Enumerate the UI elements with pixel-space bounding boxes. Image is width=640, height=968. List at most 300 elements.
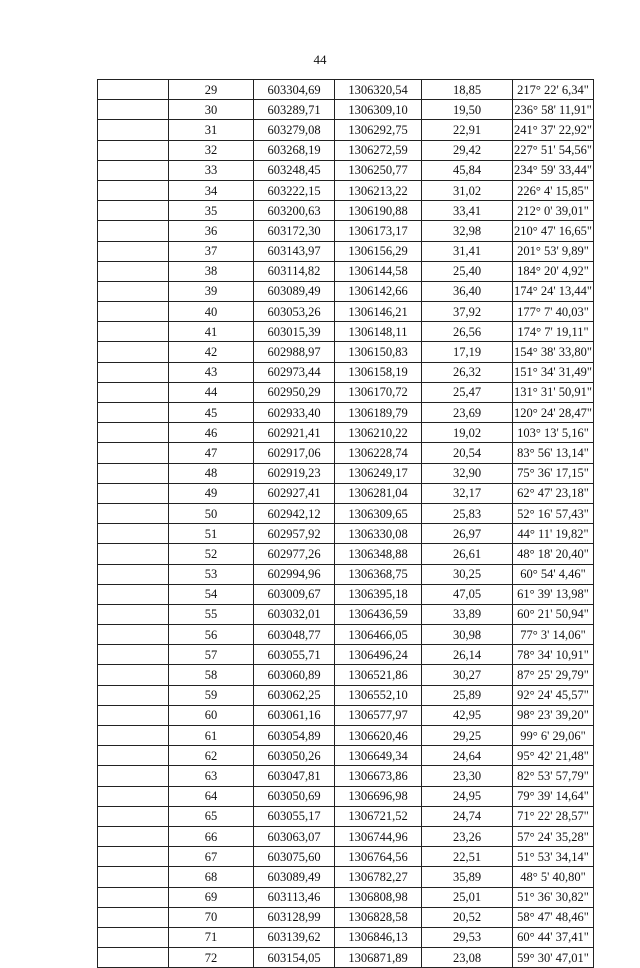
table-row — [98, 100, 594, 120]
point-number: 36 — [169, 221, 254, 241]
table-row — [98, 604, 594, 624]
point-number: 68 — [169, 867, 254, 887]
x-coordinate: 603063,07 — [254, 826, 335, 846]
point-number: 56 — [169, 625, 254, 645]
blank-cell — [98, 140, 169, 160]
x-coordinate: 603050,26 — [254, 746, 335, 766]
blank-cell — [98, 120, 169, 140]
point-number: 58 — [169, 665, 254, 685]
distance: 36,40 — [422, 281, 513, 301]
blank-cell — [98, 847, 169, 867]
x-coordinate: 603279,08 — [254, 120, 335, 140]
y-coordinate: 1306496,24 — [335, 645, 422, 665]
point-number: 30 — [169, 100, 254, 120]
y-coordinate: 1306190,88 — [335, 201, 422, 221]
distance: 20,52 — [422, 907, 513, 927]
point-number: 61 — [169, 726, 254, 746]
x-coordinate: 602927,41 — [254, 483, 335, 503]
distance: 45,84 — [422, 160, 513, 180]
distance: 29,42 — [422, 140, 513, 160]
bearing: 226° 4' 15,85" — [513, 180, 594, 200]
x-coordinate: 603055,71 — [254, 645, 335, 665]
blank-cell — [98, 806, 169, 826]
bearing: 52° 16' 57,43" — [513, 503, 594, 523]
coordinates-table — [97, 79, 594, 968]
bearing: 44° 11' 19,82" — [513, 524, 594, 544]
distance: 31,41 — [422, 241, 513, 261]
y-coordinate: 1306189,79 — [335, 403, 422, 423]
x-coordinate: 603154,05 — [254, 948, 335, 968]
blank-cell — [98, 645, 169, 665]
y-coordinate: 1306210,22 — [335, 423, 422, 443]
point-number: 67 — [169, 847, 254, 867]
blank-cell — [98, 503, 169, 523]
y-coordinate: 1306320,54 — [335, 80, 422, 100]
point-number: 48 — [169, 463, 254, 483]
blank-cell — [98, 423, 169, 443]
y-coordinate: 1306521,86 — [335, 665, 422, 685]
point-number: 32 — [169, 140, 254, 160]
table-row — [98, 201, 594, 221]
bearing: 120° 24' 28,47" — [513, 403, 594, 423]
table-row — [98, 705, 594, 725]
point-number: 40 — [169, 302, 254, 322]
distance: 23,08 — [422, 948, 513, 968]
table-row — [98, 443, 594, 463]
x-coordinate: 603172,30 — [254, 221, 335, 241]
distance: 31,02 — [422, 180, 513, 200]
blank-cell — [98, 887, 169, 907]
x-coordinate: 603055,17 — [254, 806, 335, 826]
point-number: 35 — [169, 201, 254, 221]
point-number: 47 — [169, 443, 254, 463]
blank-cell — [98, 746, 169, 766]
bearing: 71° 22' 28,57" — [513, 806, 594, 826]
x-coordinate: 603089,49 — [254, 867, 335, 887]
y-coordinate: 1306466,05 — [335, 625, 422, 645]
bearing: 184° 20' 4,92" — [513, 261, 594, 281]
bearing: 61° 39' 13,98" — [513, 584, 594, 604]
bearing: 48° 5' 40,80" — [513, 867, 594, 887]
table-row — [98, 503, 594, 523]
x-coordinate: 602921,41 — [254, 423, 335, 443]
distance: 26,14 — [422, 645, 513, 665]
point-number: 72 — [169, 948, 254, 968]
y-coordinate: 1306272,59 — [335, 140, 422, 160]
blank-cell — [98, 362, 169, 382]
blank-cell — [98, 261, 169, 281]
distance: 17,19 — [422, 342, 513, 362]
x-coordinate: 603060,89 — [254, 665, 335, 685]
x-coordinate: 602957,92 — [254, 524, 335, 544]
distance: 25,40 — [422, 261, 513, 281]
blank-cell — [98, 584, 169, 604]
x-coordinate: 603061,16 — [254, 705, 335, 725]
blank-cell — [98, 463, 169, 483]
bearing: 217° 22' 6,34" — [513, 80, 594, 100]
distance: 25,47 — [422, 382, 513, 402]
bearing: 103° 13' 5,16" — [513, 423, 594, 443]
table-row — [98, 625, 594, 645]
y-coordinate: 1306436,59 — [335, 604, 422, 624]
table-row — [98, 907, 594, 927]
blank-cell — [98, 524, 169, 544]
table-row — [98, 887, 594, 907]
y-coordinate: 1306281,04 — [335, 483, 422, 503]
distance: 30,25 — [422, 564, 513, 584]
point-number: 69 — [169, 887, 254, 907]
blank-cell — [98, 241, 169, 261]
x-coordinate: 603113,46 — [254, 887, 335, 907]
bearing: 48° 18' 20,40" — [513, 544, 594, 564]
y-coordinate: 1306744,96 — [335, 826, 422, 846]
distance: 22,51 — [422, 847, 513, 867]
y-coordinate: 1306871,89 — [335, 948, 422, 968]
distance: 22,91 — [422, 120, 513, 140]
x-coordinate: 602917,06 — [254, 443, 335, 463]
point-number: 43 — [169, 362, 254, 382]
point-number: 33 — [169, 160, 254, 180]
x-coordinate: 603050,69 — [254, 786, 335, 806]
y-coordinate: 1306620,46 — [335, 726, 422, 746]
y-coordinate: 1306552,10 — [335, 685, 422, 705]
distance: 26,32 — [422, 362, 513, 382]
bearing: 82° 53' 57,79" — [513, 766, 594, 786]
y-coordinate: 1306249,17 — [335, 463, 422, 483]
x-coordinate: 602977,26 — [254, 544, 335, 564]
point-number: 29 — [169, 80, 254, 100]
bearing: 77° 3' 14,06" — [513, 625, 594, 645]
blank-cell — [98, 786, 169, 806]
point-number: 64 — [169, 786, 254, 806]
bearing: 227° 51' 54,56" — [513, 140, 594, 160]
blank-cell — [98, 80, 169, 100]
distance: 30,27 — [422, 665, 513, 685]
table-row — [98, 867, 594, 887]
blank-cell — [98, 564, 169, 584]
distance: 32,90 — [422, 463, 513, 483]
point-number: 59 — [169, 685, 254, 705]
x-coordinate: 603139,62 — [254, 927, 335, 947]
distance: 24,74 — [422, 806, 513, 826]
point-number: 66 — [169, 826, 254, 846]
bearing: 210° 47' 16,65" — [513, 221, 594, 241]
x-coordinate: 602994,96 — [254, 564, 335, 584]
blank-cell — [98, 281, 169, 301]
distance: 25,89 — [422, 685, 513, 705]
y-coordinate: 1306292,75 — [335, 120, 422, 140]
point-number: 39 — [169, 281, 254, 301]
table-row — [98, 826, 594, 846]
distance: 33,41 — [422, 201, 513, 221]
bearing: 92° 24' 45,57" — [513, 685, 594, 705]
y-coordinate: 1306146,21 — [335, 302, 422, 322]
x-coordinate: 602950,29 — [254, 382, 335, 402]
y-coordinate: 1306368,75 — [335, 564, 422, 584]
distance: 23,69 — [422, 403, 513, 423]
x-coordinate: 603089,49 — [254, 281, 335, 301]
y-coordinate: 1306808,98 — [335, 887, 422, 907]
point-number: 62 — [169, 746, 254, 766]
bearing: 174° 24' 13,44" — [513, 281, 594, 301]
table-row — [98, 140, 594, 160]
x-coordinate: 602942,12 — [254, 503, 335, 523]
y-coordinate: 1306148,11 — [335, 322, 422, 342]
point-number: 46 — [169, 423, 254, 443]
distance: 18,85 — [422, 80, 513, 100]
blank-cell — [98, 201, 169, 221]
blank-cell — [98, 867, 169, 887]
bearing: 212° 0' 39,01" — [513, 201, 594, 221]
y-coordinate: 1306144,58 — [335, 261, 422, 281]
distance: 29,53 — [422, 927, 513, 947]
point-number: 57 — [169, 645, 254, 665]
point-number: 31 — [169, 120, 254, 140]
point-number: 70 — [169, 907, 254, 927]
bearing: 98° 23' 39,20" — [513, 705, 594, 725]
table-row — [98, 342, 594, 362]
y-coordinate: 1306764,56 — [335, 847, 422, 867]
distance: 42,95 — [422, 705, 513, 725]
x-coordinate: 602919,23 — [254, 463, 335, 483]
x-coordinate: 603053,26 — [254, 302, 335, 322]
blank-cell — [98, 604, 169, 624]
distance: 35,89 — [422, 867, 513, 887]
y-coordinate: 1306228,74 — [335, 443, 422, 463]
x-coordinate: 603047,81 — [254, 766, 335, 786]
bearing: 241° 37' 22,92" — [513, 120, 594, 140]
x-coordinate: 603289,71 — [254, 100, 335, 120]
table-row — [98, 281, 594, 301]
x-coordinate: 603032,01 — [254, 604, 335, 624]
blank-cell — [98, 160, 169, 180]
point-number: 42 — [169, 342, 254, 362]
blank-cell — [98, 927, 169, 947]
point-number: 54 — [169, 584, 254, 604]
table-row — [98, 463, 594, 483]
blank-cell — [98, 544, 169, 564]
table-row — [98, 382, 594, 402]
y-coordinate: 1306330,08 — [335, 524, 422, 544]
distance: 23,26 — [422, 826, 513, 846]
y-coordinate: 1306309,10 — [335, 100, 422, 120]
blank-cell — [98, 382, 169, 402]
x-coordinate: 603075,60 — [254, 847, 335, 867]
blank-cell — [98, 302, 169, 322]
blank-cell — [98, 705, 169, 725]
x-coordinate: 603062,25 — [254, 685, 335, 705]
distance: 33,89 — [422, 604, 513, 624]
point-number: 50 — [169, 503, 254, 523]
distance: 30,98 — [422, 625, 513, 645]
distance: 26,61 — [422, 544, 513, 564]
blank-cell — [98, 342, 169, 362]
bearing: 60° 21' 50,94" — [513, 604, 594, 624]
point-number: 53 — [169, 564, 254, 584]
y-coordinate: 1306173,17 — [335, 221, 422, 241]
bearing: 79° 39' 14,64" — [513, 786, 594, 806]
bearing: 59° 30' 47,01" — [513, 948, 594, 968]
table-row — [98, 726, 594, 746]
y-coordinate: 1306649,34 — [335, 746, 422, 766]
bearing: 177° 7' 40,03" — [513, 302, 594, 322]
blank-cell — [98, 948, 169, 968]
table-row — [98, 120, 594, 140]
point-number: 34 — [169, 180, 254, 200]
x-coordinate: 603015,39 — [254, 322, 335, 342]
y-coordinate: 1306170,72 — [335, 382, 422, 402]
x-coordinate: 602933,40 — [254, 403, 335, 423]
table-row — [98, 746, 594, 766]
x-coordinate: 603222,15 — [254, 180, 335, 200]
bearing: 234° 59' 33,44" — [513, 160, 594, 180]
table-row — [98, 806, 594, 826]
y-coordinate: 1306142,66 — [335, 281, 422, 301]
blank-cell — [98, 766, 169, 786]
x-coordinate: 603048,77 — [254, 625, 335, 645]
table-row — [98, 948, 594, 968]
table-row — [98, 685, 594, 705]
table-row — [98, 322, 594, 342]
point-number: 45 — [169, 403, 254, 423]
blank-cell — [98, 443, 169, 463]
x-coordinate: 603248,45 — [254, 160, 335, 180]
y-coordinate: 1306309,65 — [335, 503, 422, 523]
bearing: 201° 53' 9,89" — [513, 241, 594, 261]
table-row — [98, 160, 594, 180]
table-row — [98, 403, 594, 423]
blank-cell — [98, 180, 169, 200]
point-number: 37 — [169, 241, 254, 261]
bearing: 51° 53' 34,14" — [513, 847, 594, 867]
x-coordinate: 603200,63 — [254, 201, 335, 221]
table-row — [98, 665, 594, 685]
x-coordinate: 602988,97 — [254, 342, 335, 362]
bearing: 131° 31' 50,91" — [513, 382, 594, 402]
distance: 32,17 — [422, 483, 513, 503]
bearing: 154° 38' 33,80" — [513, 342, 594, 362]
distance: 32,98 — [422, 221, 513, 241]
y-coordinate: 1306395,18 — [335, 584, 422, 604]
y-coordinate: 1306782,27 — [335, 867, 422, 887]
y-coordinate: 1306846,13 — [335, 927, 422, 947]
x-coordinate: 603054,89 — [254, 726, 335, 746]
blank-cell — [98, 322, 169, 342]
y-coordinate: 1306158,19 — [335, 362, 422, 382]
table-row — [98, 483, 594, 503]
bearing: 51° 36' 30,82" — [513, 887, 594, 907]
bearing: 58° 47' 48,46" — [513, 907, 594, 927]
point-number: 60 — [169, 705, 254, 725]
x-coordinate: 603114,82 — [254, 261, 335, 281]
blank-cell — [98, 685, 169, 705]
point-number: 51 — [169, 524, 254, 544]
bearing: 60° 44' 37,41" — [513, 927, 594, 947]
bearing: 78° 34' 10,91" — [513, 645, 594, 665]
point-number: 49 — [169, 483, 254, 503]
bearing: 75° 36' 17,15" — [513, 463, 594, 483]
x-coordinate: 603143,97 — [254, 241, 335, 261]
table-row — [98, 80, 594, 100]
distance: 25,01 — [422, 887, 513, 907]
table-row — [98, 927, 594, 947]
y-coordinate: 1306673,86 — [335, 766, 422, 786]
distance: 47,05 — [422, 584, 513, 604]
distance: 19,50 — [422, 100, 513, 120]
blank-cell — [98, 665, 169, 685]
distance: 26,56 — [422, 322, 513, 342]
table-row — [98, 645, 594, 665]
x-coordinate: 602973,44 — [254, 362, 335, 382]
bearing: 95° 42' 21,48" — [513, 746, 594, 766]
bearing: 87° 25' 29,79" — [513, 665, 594, 685]
distance: 37,92 — [422, 302, 513, 322]
x-coordinate: 603304,69 — [254, 80, 335, 100]
bearing: 60° 54' 4,46" — [513, 564, 594, 584]
point-number: 52 — [169, 544, 254, 564]
bearing: 83° 56' 13,14" — [513, 443, 594, 463]
x-coordinate: 603128,99 — [254, 907, 335, 927]
point-number: 38 — [169, 261, 254, 281]
blank-cell — [98, 826, 169, 846]
blank-cell — [98, 625, 169, 645]
distance: 25,83 — [422, 503, 513, 523]
bearing: 236° 58' 11,91" — [513, 100, 594, 120]
table-row — [98, 847, 594, 867]
distance: 23,30 — [422, 766, 513, 786]
y-coordinate: 1306696,98 — [335, 786, 422, 806]
bearing: 99° 6' 29,06" — [513, 726, 594, 746]
bearing: 151° 34' 31,49" — [513, 362, 594, 382]
table-row — [98, 766, 594, 786]
point-number: 63 — [169, 766, 254, 786]
distance: 29,25 — [422, 726, 513, 746]
point-number: 71 — [169, 927, 254, 947]
blank-cell — [98, 100, 169, 120]
distance: 24,95 — [422, 786, 513, 806]
point-number: 44 — [169, 382, 254, 402]
y-coordinate: 1306250,77 — [335, 160, 422, 180]
blank-cell — [98, 907, 169, 927]
table-row — [98, 362, 594, 382]
table-row — [98, 544, 594, 564]
distance: 26,97 — [422, 524, 513, 544]
distance: 19,02 — [422, 423, 513, 443]
table-row — [98, 241, 594, 261]
y-coordinate: 1306156,29 — [335, 241, 422, 261]
distance: 24,64 — [422, 746, 513, 766]
y-coordinate: 1306828,58 — [335, 907, 422, 927]
distance: 20,54 — [422, 443, 513, 463]
point-number: 41 — [169, 322, 254, 342]
y-coordinate: 1306213,22 — [335, 180, 422, 200]
table-row — [98, 261, 594, 281]
blank-cell — [98, 726, 169, 746]
table-row — [98, 180, 594, 200]
x-coordinate: 603268,19 — [254, 140, 335, 160]
table-row — [98, 564, 594, 584]
point-number: 55 — [169, 604, 254, 624]
blank-cell — [98, 221, 169, 241]
y-coordinate: 1306348,88 — [335, 544, 422, 564]
table-row — [98, 221, 594, 241]
bearing: 174° 7' 19,11" — [513, 322, 594, 342]
table-row — [98, 524, 594, 544]
y-coordinate: 1306721,52 — [335, 806, 422, 826]
bearing: 62° 47' 23,18" — [513, 483, 594, 503]
page-number: 44 — [313, 52, 327, 67]
table-body — [98, 80, 594, 968]
